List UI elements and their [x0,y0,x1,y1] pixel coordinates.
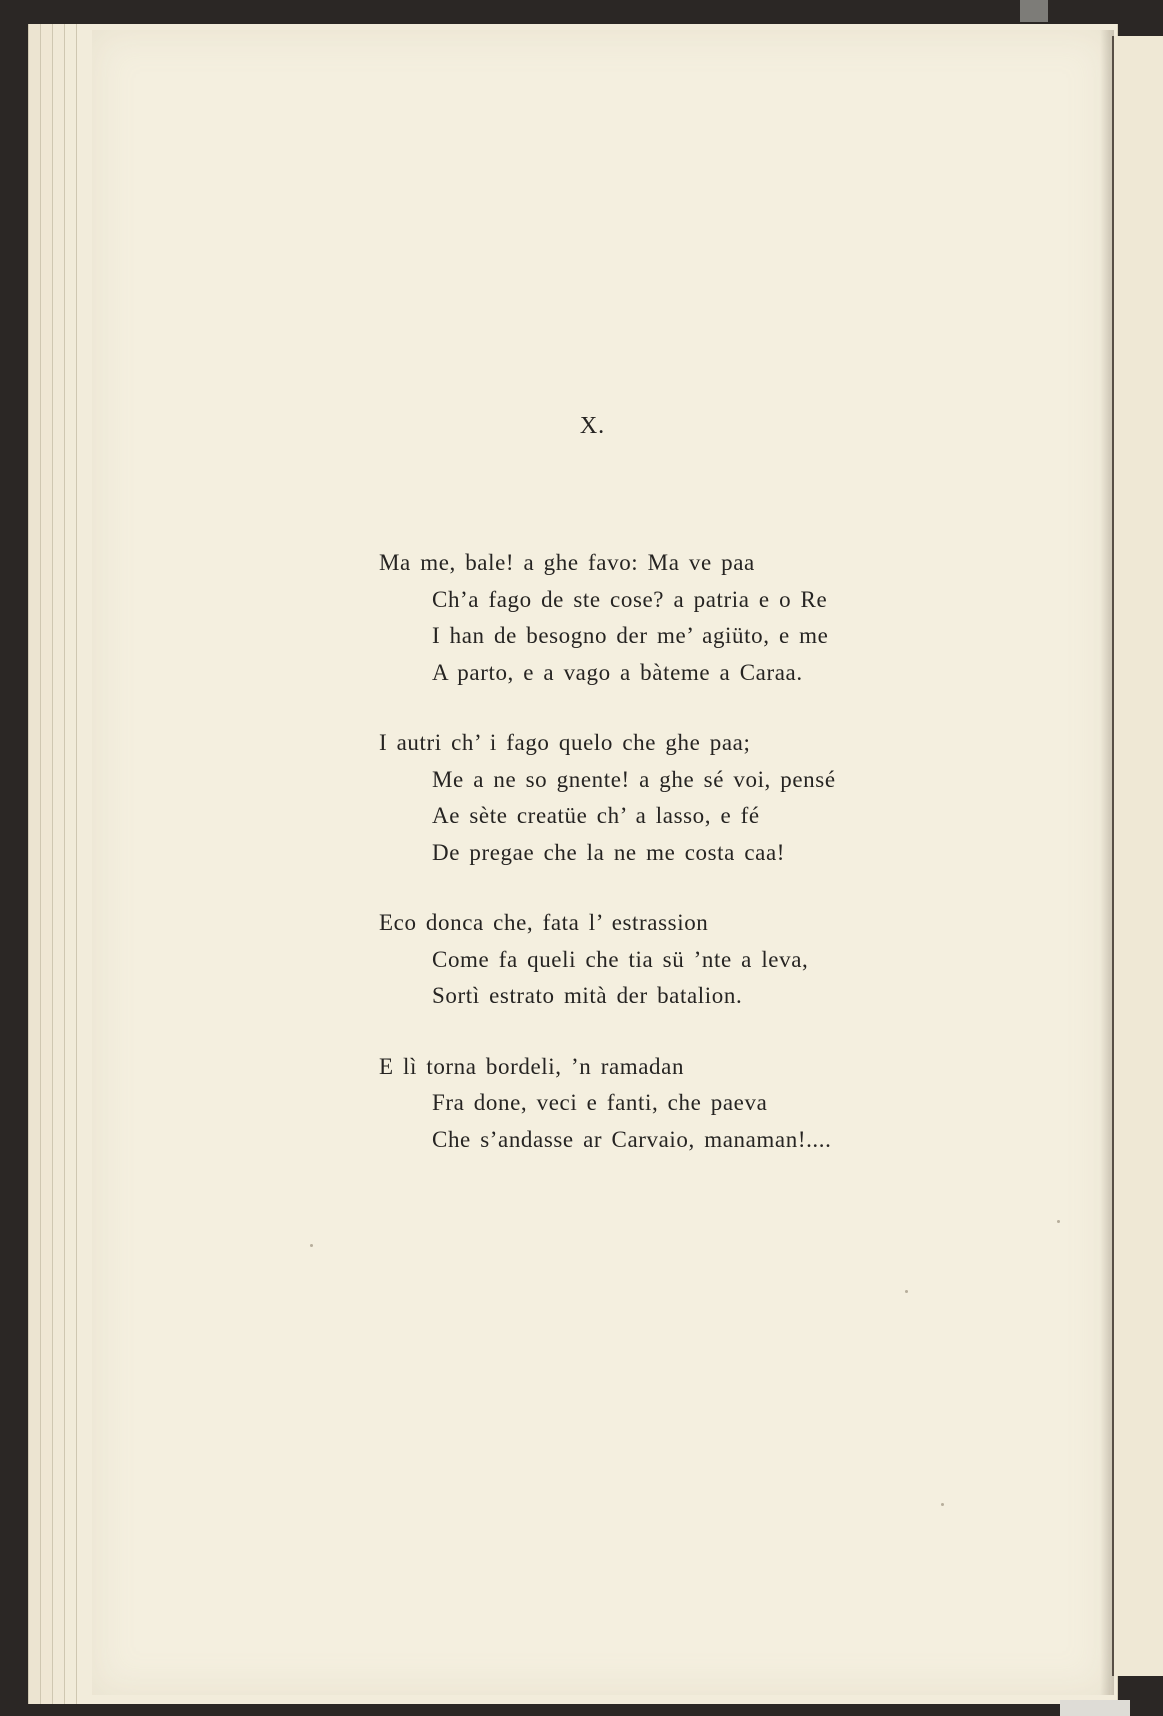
next-page-edge [1112,36,1163,1676]
scan-bottom-tab [1060,1700,1130,1716]
poem-line: Me a ne so gnente! a ghe sé voi, pensé [432,766,836,792]
poem-line: Che s’andasse ar Carvaio, manaman!.... [432,1126,832,1152]
foxing-speck [310,1244,313,1247]
stanza [379,905,899,1015]
poem-line: Eco donca che, fata l’ estrassion [379,910,709,935]
scan-top-tab [1020,0,1048,22]
gutter-shadow [1100,30,1114,1695]
poem-line: Ch’a fago de ste cose? a patria e o Re [432,586,828,612]
poem-line: I autri ch’ i fago quelo che ghe paa; [379,730,751,755]
foxing-speck [1057,1220,1060,1223]
chapter-heading: X. [579,413,606,439]
poem-line: De pregae che la ne me costa caa! [432,839,786,865]
poem-line: A parto, e a vago a bàteme a Caraa. [432,659,803,685]
poem-line: Ma me, bale! a ghe favo: Ma ve paa [379,550,755,575]
poem-line: E lì torna bordeli, ’n ramadan [379,1053,685,1079]
stanza [379,545,899,691]
poem-line: Sortì estrato mità der batalion. [432,983,743,1008]
stanza [379,1049,899,1159]
poem-line: Ae sète creatüe ch’ a lasso, e fé [432,803,760,828]
foxing-speck [941,1503,944,1506]
poem-line: I han de besogno der me’ agiüto, e me [432,623,829,648]
poem-line: Fra done, veci e fanti, che paeva [432,1090,768,1115]
poem-line: Come fa queli che tia sü ’nte a leva, [432,946,809,972]
foxing-speck [905,1290,908,1293]
stanza [379,725,899,871]
poem [379,545,899,1192]
